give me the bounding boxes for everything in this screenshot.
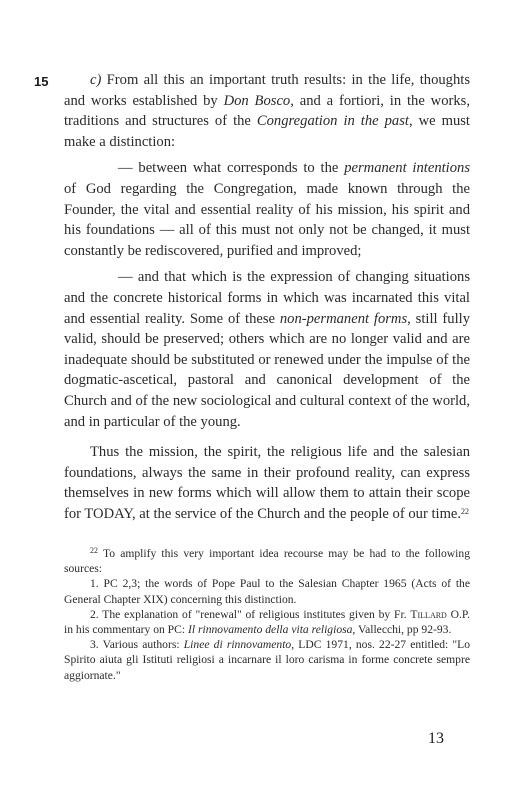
text-segment: , and a fortiori, in the works, traditions and structures of the xyxy=(64,92,471,130)
footnotes xyxy=(64,546,470,683)
paragraph-thus xyxy=(64,442,470,524)
text-segment: 2. The explanation of "renewal" of religious institutes given by Fr. xyxy=(90,607,411,621)
text-segment: — and that which is the expression of changing situations and the concrete historical forms in which was incarnated this vital and essential reality. Some of these xyxy=(64,269,470,327)
text-segment: , Vallecchi, pp 92-93. xyxy=(352,623,452,637)
text-segment: O.P. in his commentary on PC: xyxy=(64,607,470,637)
footnote-number: 22 xyxy=(90,546,98,555)
author-name: Tillard xyxy=(410,607,447,621)
paragraph-marker: c) xyxy=(90,72,102,88)
text-segment: 3. Various authors: xyxy=(90,638,184,652)
emphasis-non-permanent-forms: non-permanent forms xyxy=(279,310,408,327)
book-title: Il rinnovamento della vita religiosa xyxy=(187,623,353,637)
footnote-item-1 xyxy=(64,576,470,606)
text-segment: — between what corresponds to the xyxy=(118,160,345,177)
text-segment: 1. PC 2,3; the words of Pope Paul to the Salesian Chapter 1965 (Acts of the General Chapter XIX) concerning this distinction. xyxy=(64,577,470,606)
text-segment: , LDC 1971, nos. 22-27 entitled: "Lo Spirito aiuta gli Istituti religiosi a incarnare il loro carisma in forme concrete sempre aggiornate." xyxy=(64,638,471,682)
text-segment: , we must make a distinction: xyxy=(64,113,470,150)
text-segment: , still fully valid, should be preserved; others which are no longer valid and are inadequate should be substituted or renewed under the impulse of the dogmatic-ascetical, pastoral and canonical development of the Church and of the new sociological and cultural context of the world, and in particular of the young. xyxy=(64,310,470,430)
footnote-item-2 xyxy=(64,607,470,637)
emphasis-congregation-past: Congregation in the past xyxy=(256,113,409,130)
text-segment: To amplify this very important idea recourse may be had to the following sources: xyxy=(64,547,470,576)
footnote-intro xyxy=(64,546,470,576)
paragraph-c xyxy=(64,70,470,152)
text-segment: Thus the mission, the spirit, the religious life and the salesian foundations, always the same in their profound reality, can express themselves in new forms which will allow them to attain their scope for TODAY, at the service of the Church and the people of our time. xyxy=(64,444,470,522)
text-segment: of God regarding the Congregation, made known through the Founder, the vital and essential reality of his mission, his spirit and his foundations — all of this must not only not be changed, it must constantly be rediscovered, purified and improved; xyxy=(64,180,470,259)
footnote-item-3 xyxy=(64,637,470,683)
emphasis-don-bosco: Don Bosco xyxy=(223,92,291,109)
footnote-reference: 22 xyxy=(461,506,470,516)
paragraph-non-permanent xyxy=(64,267,470,432)
text-segment: From all this an important truth results: in the life, thoughts and works established by xyxy=(64,72,470,109)
book-title: Linee di rinnovamento xyxy=(183,638,292,652)
main-text xyxy=(64,70,470,524)
page-number: 13 xyxy=(428,730,444,747)
paragraph-permanent xyxy=(64,158,470,261)
margin-number: 15 xyxy=(34,74,49,89)
emphasis-permanent-intentions: permanent intentions xyxy=(344,160,470,177)
